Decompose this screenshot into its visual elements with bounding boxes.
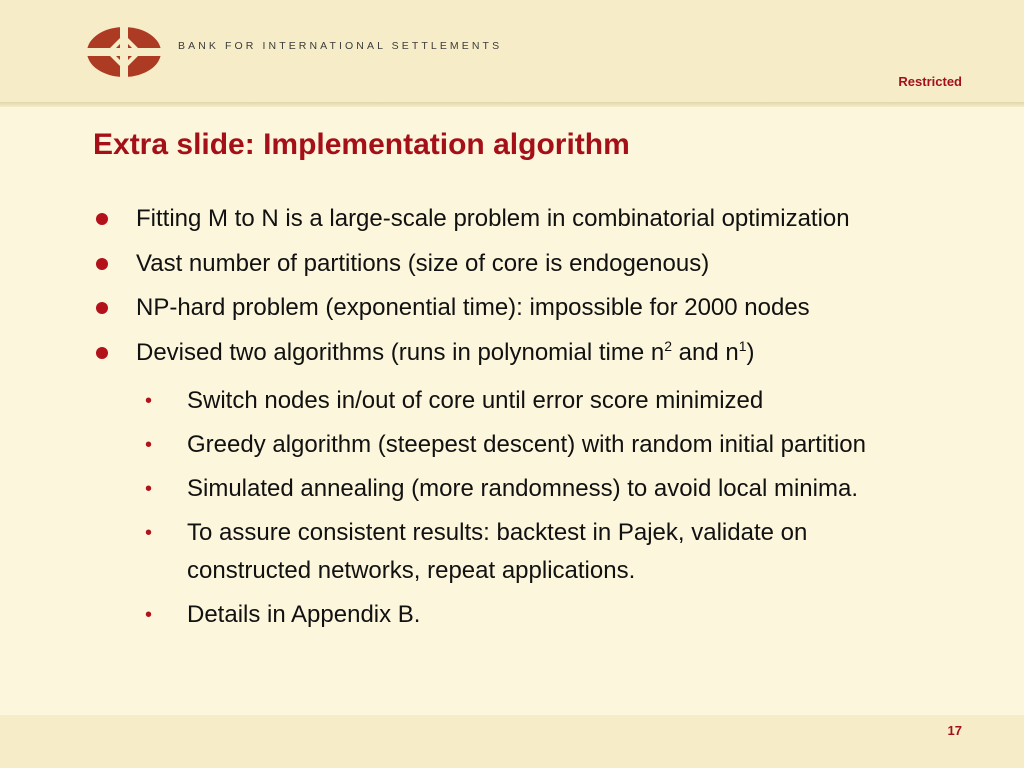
footer-band — [0, 715, 1024, 768]
sub-bullet-text: To assure consistent results: backtest in Pajek, validate on constructed networks, repeat applications. — [187, 519, 808, 584]
header-band — [0, 0, 1024, 102]
sub-bullet-icon: • — [145, 604, 153, 626]
superscript: 2 — [664, 337, 673, 354]
sub-bullet-icon: • — [145, 522, 153, 544]
sub-bullet-icon: • — [145, 434, 153, 456]
sub-bullet-text: Switch nodes in/out of core until error score minimized — [187, 387, 764, 414]
slide-title: Extra slide: Implementation algorithm — [93, 128, 630, 161]
bullet-item — [0, 338, 1024, 367]
bullet-item — [0, 249, 1024, 278]
sub-bullet-item — [0, 596, 1024, 634]
bullet-text: NP-hard problem (exponential time): impossible for 2000 nodes — [136, 294, 810, 321]
sub-bullet-text: Details in Appendix B. — [187, 601, 421, 628]
bullet-text: Vast number of partitions (size of core is endogenous) — [136, 249, 710, 277]
bullet-text: Fitting M to N is a large-scale problem in combinatorial optimization — [136, 205, 850, 232]
sub-bullet-item — [0, 470, 1024, 508]
sub-bullet-item — [0, 426, 1024, 464]
sub-bullet-text: Simulated annealing (more randomness) to avoid local minima. — [187, 475, 858, 502]
org-name: BANK FOR INTERNATIONAL SETTLEMENTS — [178, 40, 503, 52]
bullet-item — [0, 204, 1024, 233]
bis-logo — [86, 26, 162, 78]
bullet-list — [0, 204, 1024, 640]
bullet-dot-icon — [96, 258, 108, 270]
bullet-dot-icon — [96, 347, 108, 359]
page-number: 17 — [947, 723, 962, 738]
sub-bullet-icon: • — [145, 390, 153, 412]
sub-bullet-item — [0, 514, 1024, 590]
classification-label: Restricted — [898, 74, 962, 89]
bullet-item — [0, 293, 1024, 322]
sub-bullet-icon: • — [145, 478, 153, 500]
sub-bullet-item — [0, 382, 1024, 420]
header-divider — [0, 102, 1024, 107]
bullet-dot-icon — [96, 302, 108, 314]
sub-bullet-text: Greedy algorithm (steepest descent) with random initial partition — [187, 431, 866, 458]
bullet-text: Devised two algorithms (runs in polynomial time $n^2$ and $n^1$) — [136, 337, 755, 366]
bullet-dot-icon — [96, 213, 108, 225]
superscript: 1 — [738, 337, 747, 354]
